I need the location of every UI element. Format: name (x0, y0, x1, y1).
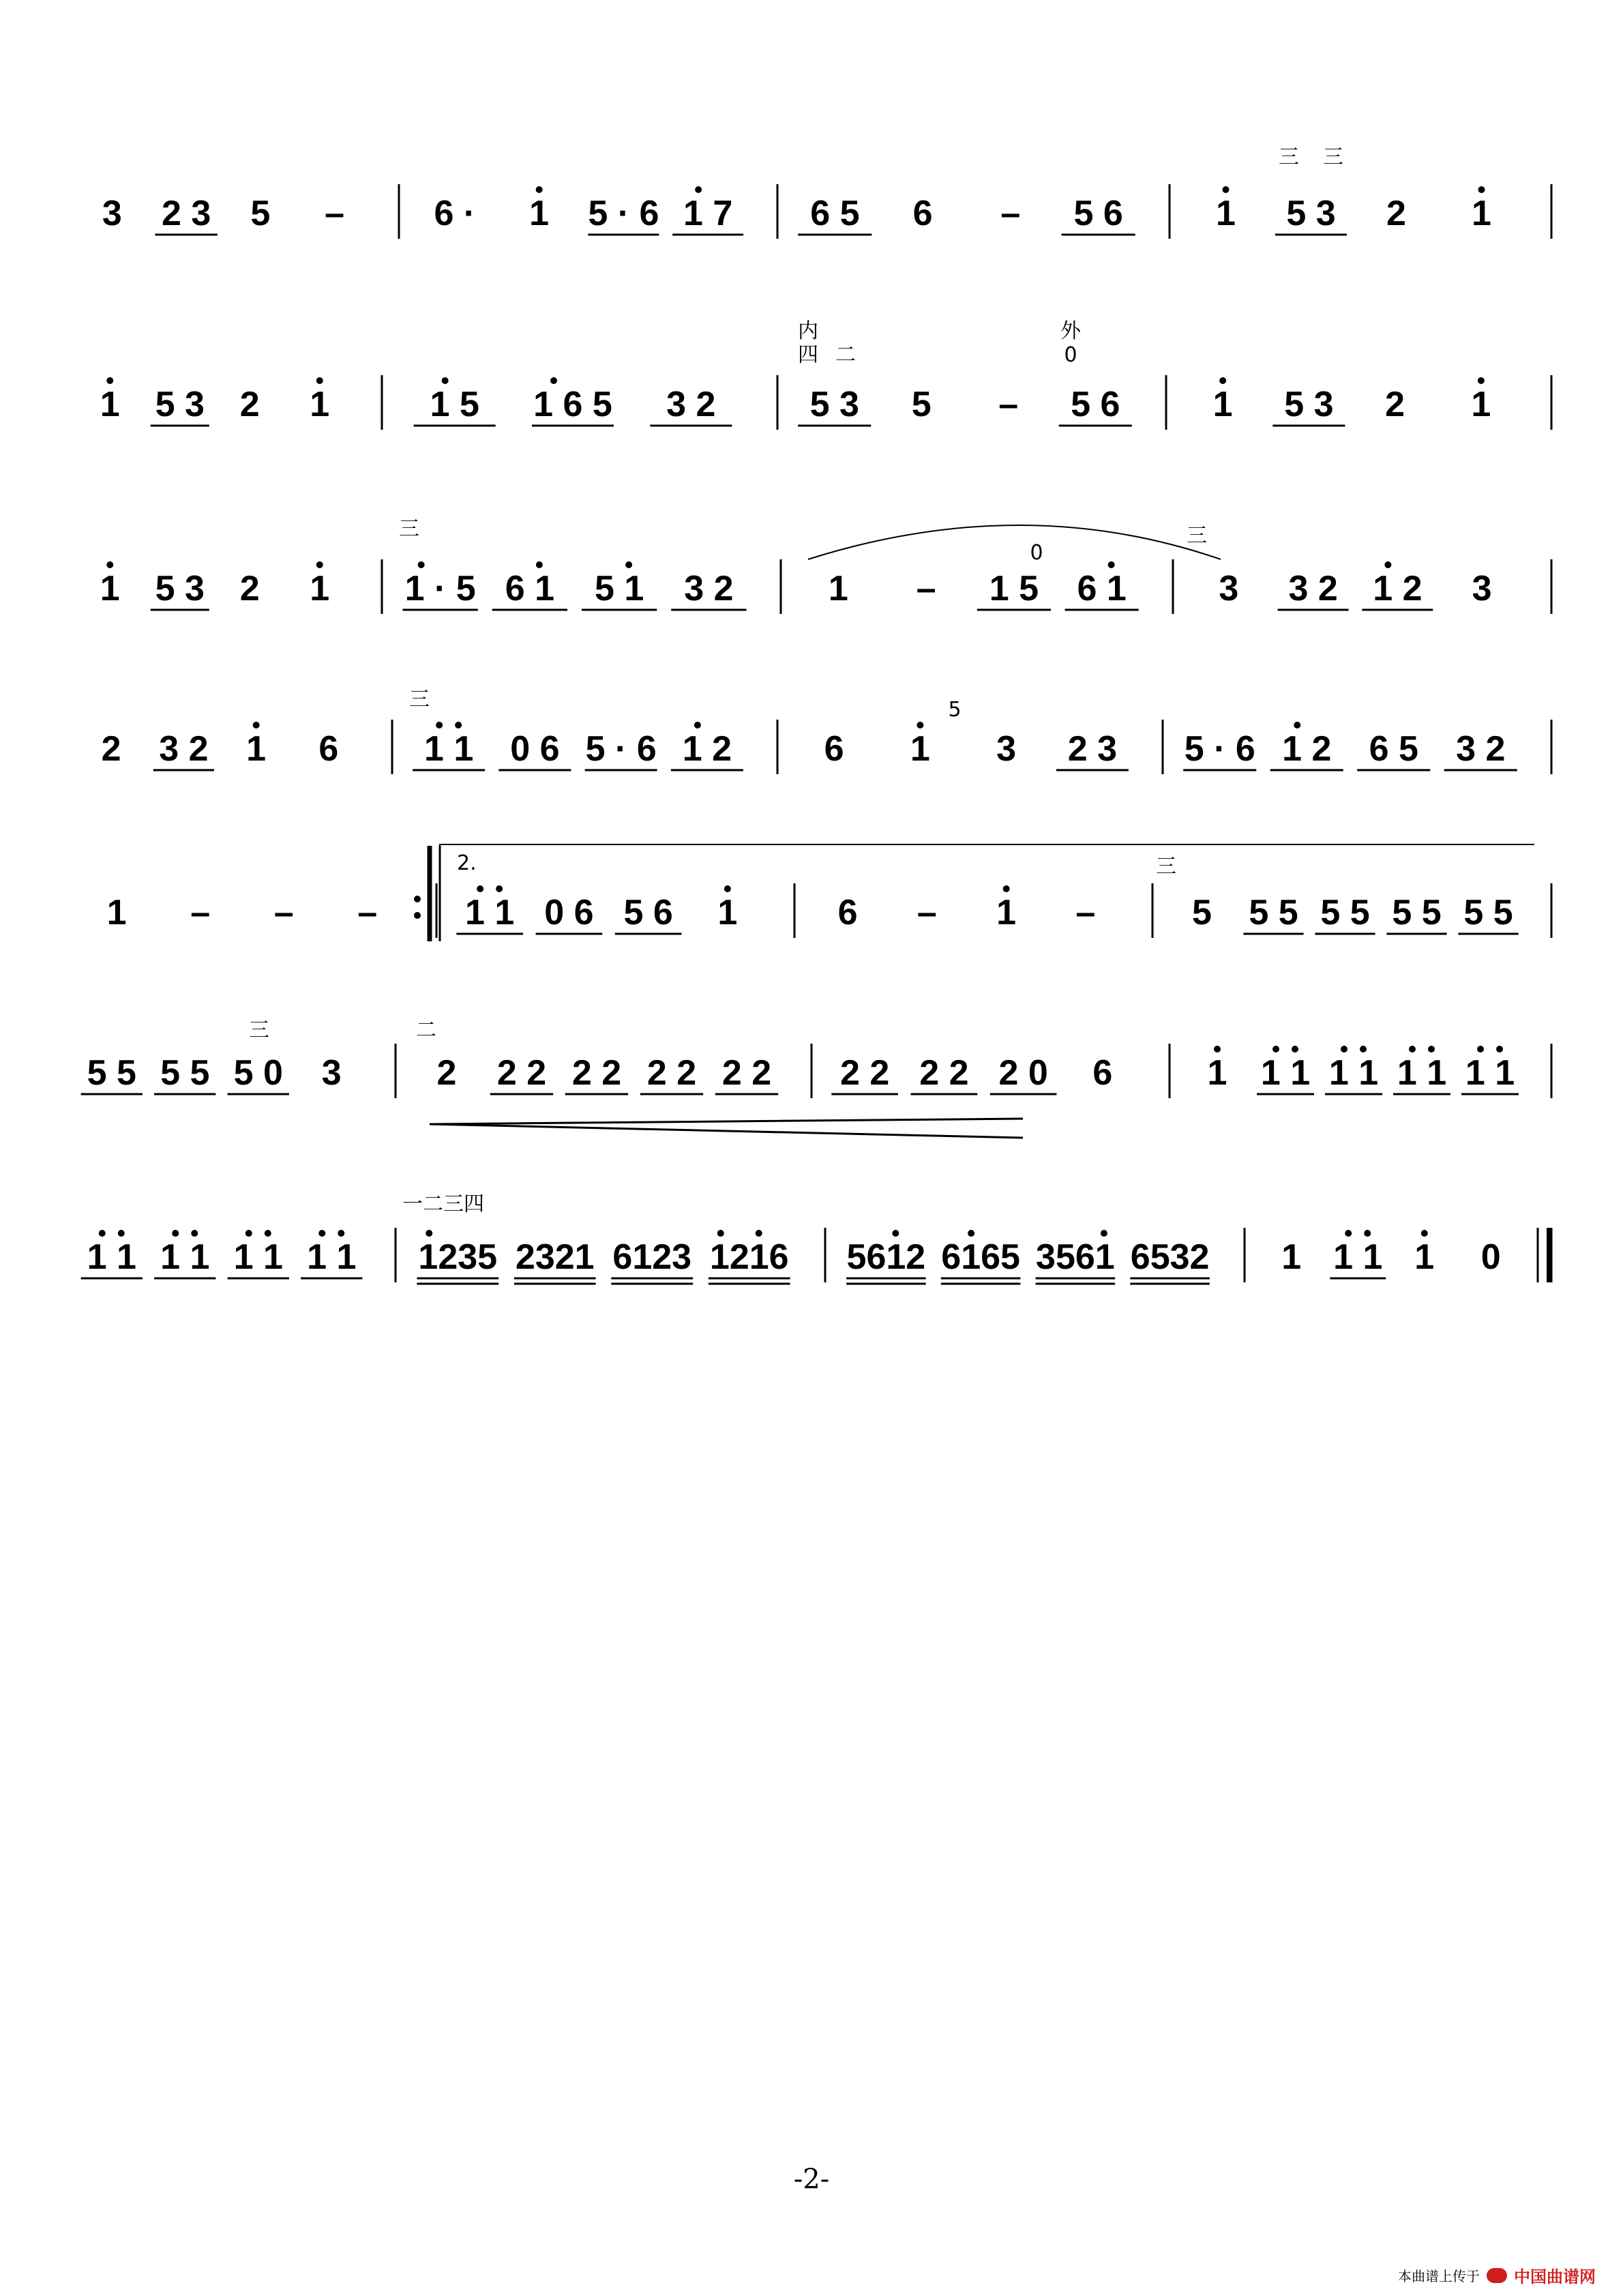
octave-dot (968, 1230, 974, 1237)
annotation-outer: 外 (1060, 319, 1081, 343)
note-group: 2 (239, 569, 260, 608)
note-group: 6 (837, 893, 858, 932)
octave-dot (99, 1230, 106, 1237)
volta-label: 2. (457, 851, 477, 875)
note-group: – (916, 569, 936, 608)
note-group: 2 0 (998, 1053, 1048, 1093)
repeat-dot (414, 896, 421, 902)
note-group: 2 (1385, 385, 1405, 424)
note-group: 1 1 (233, 1237, 283, 1277)
footer-credit (1398, 2263, 1596, 2287)
octave-dot (1384, 561, 1391, 568)
note-group: 1 · 5 (404, 569, 476, 608)
volta-bracket (440, 844, 1534, 873)
fingering-zero: 0 (1064, 343, 1077, 367)
note-group: 3 (102, 194, 122, 233)
octave-dot (436, 722, 443, 728)
octave-dot (1345, 1230, 1352, 1237)
note-group: 1 2 (1282, 729, 1332, 769)
note-group: 5 5 (1463, 893, 1513, 932)
octave-dot (695, 186, 702, 193)
octave-dot (550, 377, 557, 384)
note-group: 1 (1207, 1053, 1227, 1093)
note-group: 1 2 (1373, 569, 1423, 608)
octave-dot (1101, 1230, 1107, 1237)
octave-dot (106, 377, 113, 384)
note-group: 6 5 (810, 194, 860, 233)
note-group: 1 (100, 385, 120, 424)
note-group: 0 6 (510, 729, 560, 769)
note-group: 1 5 (989, 569, 1039, 608)
octave-dot (316, 561, 323, 568)
note-group: 1216 (709, 1237, 789, 1277)
note-group: 1 (246, 729, 267, 769)
site-logo-icon (1487, 2268, 1507, 2283)
note-group: 5 (1192, 893, 1212, 932)
note-group: 5 5 (1249, 893, 1298, 932)
octave-dot (1003, 885, 1010, 892)
note-group: 1 1 (464, 893, 515, 932)
note-group: 1 1 (1465, 1053, 1515, 1093)
octave-dot (694, 722, 701, 728)
note-group: 1 (1212, 385, 1233, 424)
note-group: 6123 (612, 1237, 692, 1277)
note-group: 1 (106, 893, 127, 932)
note-group: 3 (1472, 569, 1492, 608)
note-group: 1 (1281, 1237, 1302, 1277)
note-group: 3 2 (1456, 729, 1506, 769)
note-group: 6 (318, 729, 339, 769)
octave-dot (253, 722, 260, 728)
note-group: 5 (911, 385, 932, 424)
octave-dot (1223, 186, 1230, 193)
note-group: 1 1 (423, 729, 474, 769)
note-group: 1 (100, 569, 120, 608)
octave-dot (191, 1230, 198, 1237)
note-group: 6 · (434, 194, 476, 233)
note-group: 6532 (1130, 1237, 1210, 1277)
note-group: 1 6 5 (533, 385, 612, 424)
note-group: 0 6 (544, 893, 594, 932)
fingering-three: 三 (1323, 145, 1343, 169)
note-group: 2 2 (919, 1053, 969, 1093)
note-group: 2 3 (161, 194, 211, 233)
octave-dot (496, 885, 503, 892)
note-group: 5 6 (1073, 194, 1123, 233)
fingering-three: 三 (1156, 855, 1176, 879)
note-group: – (917, 893, 937, 932)
fingering-three: 三 (1279, 145, 1299, 169)
octave-dot (892, 1230, 899, 1237)
note-group: – (273, 893, 294, 932)
octave-dot (1478, 377, 1485, 384)
note-group: 3 (1219, 569, 1239, 608)
octave-dot (1421, 1230, 1428, 1237)
octave-dot (756, 1230, 762, 1237)
note-group: 2 2 (721, 1053, 772, 1093)
note-group: 5 3 (155, 385, 205, 424)
note-group: 5 3 (809, 385, 859, 424)
note-group: 5 5 (160, 1053, 210, 1093)
page-number: -2- (793, 2164, 830, 2195)
fingering-three: 三 (1187, 524, 1207, 548)
note-group: 2 2 (571, 1053, 622, 1093)
note-group: 1 1 (1260, 1053, 1311, 1093)
note-group: 5 0 (233, 1053, 283, 1093)
octave-dot (1294, 722, 1300, 728)
upload-text: 本曲谱上传于 (1398, 2268, 1480, 2284)
octave-dot (536, 561, 543, 568)
note-group: 1 (1216, 194, 1236, 233)
fingering-zero: 0 (1030, 541, 1043, 565)
note-group: 5 · 6 (1184, 729, 1255, 769)
note-group: 1 (1472, 194, 1491, 233)
fingering-three: 三 (399, 517, 419, 541)
note-group: 5 3 (1284, 385, 1334, 424)
note-group: 2 3 (1067, 729, 1118, 769)
note-group: – (1075, 893, 1096, 932)
note-group: 6 5 (1369, 729, 1418, 769)
note-group: 3 2 (666, 385, 716, 424)
octave-dot (426, 1230, 432, 1237)
fingering-four: 四 (798, 343, 818, 367)
octave-dot (1428, 1046, 1435, 1053)
octave-dot (245, 1230, 252, 1237)
note-group: – (190, 893, 211, 932)
hairpin (430, 1119, 1023, 1138)
note-group: 5 5 (87, 1053, 136, 1093)
octave-dot (172, 1230, 179, 1237)
note-group: 1 1 (1333, 1237, 1383, 1277)
fingering-two: 二 (416, 1018, 436, 1042)
note-group: 1 1 (160, 1237, 210, 1277)
note-group: 1 7 (683, 194, 733, 233)
note-group: 1 1 (1328, 1053, 1379, 1093)
note-group: 3561 (1036, 1237, 1115, 1277)
note-group: 1 (910, 729, 930, 769)
note-group: 5 · 6 (585, 729, 657, 769)
note-group: 3 2 (684, 569, 734, 608)
grace-note: 5 (948, 698, 962, 722)
octave-dot (1478, 186, 1485, 193)
note-group: 1235 (418, 1237, 498, 1277)
note-group: 0 (1480, 1237, 1501, 1277)
note-group: – (357, 893, 378, 932)
note-group: 6 (1092, 1053, 1113, 1093)
note-group: 3 (996, 729, 1017, 769)
note-group: 5 5 (1392, 893, 1442, 932)
note-group: – (325, 194, 345, 233)
note-group: 3 2 (159, 729, 209, 769)
note-group: 5 3 (155, 569, 205, 608)
note-group: 6 1 (1077, 569, 1127, 608)
note-group: 1 (310, 569, 330, 608)
note-group: 1 (996, 893, 1017, 932)
slur (808, 525, 1221, 559)
octave-dot (1409, 1046, 1416, 1053)
note-group: 1 (828, 569, 848, 608)
note-group: 3 (321, 1053, 342, 1093)
note-group: 5 · 6 (588, 194, 659, 233)
octave-dot (1108, 561, 1115, 568)
octave-dot (717, 1230, 724, 1237)
note-group: 3 2 (1288, 569, 1338, 608)
note-group: 1 1 (307, 1237, 357, 1277)
octave-dot (724, 885, 731, 892)
octave-dot (106, 561, 113, 568)
note-group: 1 (310, 385, 330, 424)
note-group: 2 (436, 1053, 457, 1093)
note-group: – (1000, 194, 1021, 233)
note-group: 5 3 (1286, 194, 1336, 233)
note-group: 2 (1386, 194, 1406, 233)
octave-dot (418, 561, 425, 568)
note-group: – (998, 385, 1019, 424)
numbered-score (81, 145, 1551, 1284)
note-group: 5 5 (1320, 893, 1370, 932)
note-group: 2 2 (646, 1053, 697, 1093)
octave-dot (265, 1230, 271, 1237)
octave-dot (1496, 1046, 1503, 1053)
note-group: 1 5 (430, 385, 479, 424)
site-name: 中国曲谱网 (1514, 2267, 1596, 2286)
note-group: 1 (717, 893, 738, 932)
note-group: 5612 (846, 1237, 926, 1277)
note-group: 5 (250, 194, 271, 233)
octave-dot (316, 377, 323, 384)
fingering-sequence: 一二三四 (402, 1192, 484, 1216)
note-group: 5 6 (1071, 385, 1120, 424)
note-group: 1 1 (87, 1237, 136, 1277)
octave-dot (625, 561, 632, 568)
octave-dot (1272, 1046, 1279, 1053)
octave-dot (1364, 1230, 1371, 1237)
note-group: 6 1 (505, 569, 555, 608)
note-group: 6 (824, 729, 844, 769)
octave-dot (1214, 1046, 1221, 1053)
octave-dot (477, 885, 483, 892)
note-group: 2321 (515, 1237, 595, 1277)
octave-dot (1341, 1046, 1347, 1053)
octave-dot (1292, 1046, 1298, 1053)
octave-dot (455, 722, 462, 728)
note-group: 1 (529, 194, 550, 233)
octave-dot (1219, 377, 1226, 384)
octave-dot (442, 377, 449, 384)
note-group: 5 6 (623, 893, 673, 932)
fingering-three: 三 (249, 1018, 269, 1042)
note-group: 1 2 (682, 729, 732, 769)
octave-dot (118, 1230, 125, 1237)
note-group: 1 (1471, 385, 1491, 424)
note-group: 6165 (941, 1237, 1020, 1277)
note-group: 2 2 (839, 1053, 890, 1093)
fingering-three: 三 (409, 688, 430, 711)
octave-dot (318, 1230, 325, 1237)
note-group: 2 (101, 729, 121, 769)
annotation-inner: 内 (798, 319, 818, 343)
note-group: 6 (912, 194, 933, 233)
octave-dot (338, 1230, 344, 1237)
note-group: 1 1 (1397, 1053, 1447, 1093)
repeat-dot (414, 912, 421, 919)
octave-dot (1477, 1046, 1484, 1053)
note-group: 2 2 (496, 1053, 547, 1093)
octave-dot (1360, 1046, 1367, 1053)
note-group: 1 (1414, 1237, 1435, 1277)
note-group: 2 (239, 385, 260, 424)
note-group: 5 1 (594, 569, 644, 608)
octave-dot (917, 722, 923, 728)
fingering-two: 二 (835, 343, 856, 367)
octave-dot (536, 186, 543, 193)
